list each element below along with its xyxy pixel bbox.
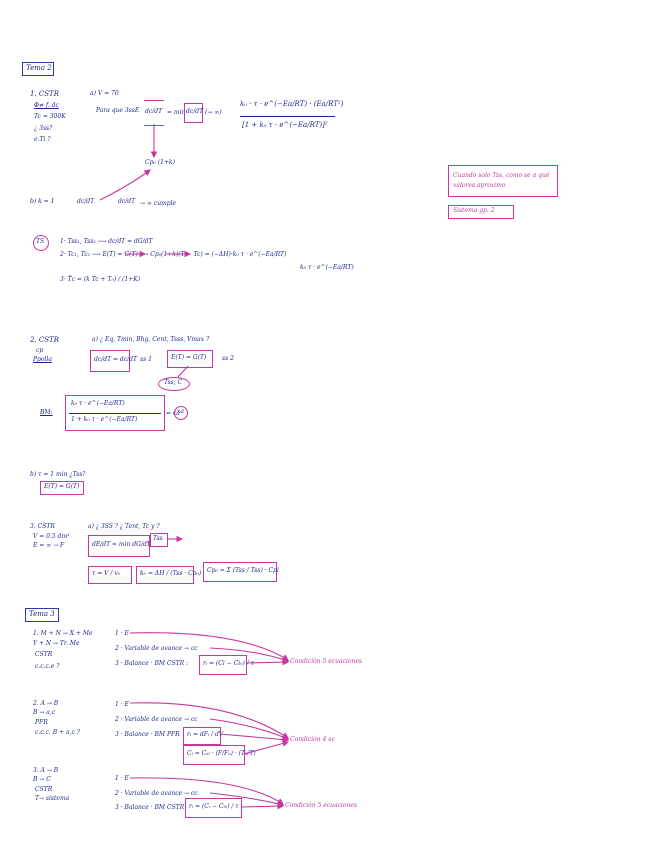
ts-line-2a: 2· Tc₁, Tc₂ ⟶ E(T) = G(T) ⟶ Cp₀(1+k)(T − Tc) = (−ΔH)·k₀ τ · e^(−Ea/RT) [60, 251, 287, 258]
p2-sub-2: Ppolla [33, 356, 52, 363]
p1-b-eq: → ∞ cumple [140, 200, 177, 207]
p3-line-2: E = ∞ → F [33, 542, 65, 549]
note-1: Cuando solo Tss, como se a qué valores aproximo [453, 172, 550, 189]
p1-a-arrow: (→ ∞) [205, 109, 222, 116]
steps2-2: 2 · Variable de avance → cc [115, 716, 198, 723]
box-1-text: rᵢ = (Ci − Ci₀) / τ [203, 660, 255, 667]
p2-b: b) τ = 1 min ¿Tss? [30, 471, 86, 478]
p2-box-1-text: dc/dT = dc/dT [94, 356, 137, 363]
ts-line-2b: k₀ τ · e^(−Ea/RT) [300, 264, 354, 271]
p2-eq-2: ss 2 [222, 355, 234, 362]
arrow-1-3 [246, 662, 288, 663]
p1-a-text: Para que 3ssE [96, 107, 140, 114]
q3-line-1: 3. A → B [33, 767, 59, 774]
steps1-2: 2 · Variable de avance → cc [115, 645, 198, 652]
p1-expr-bot: [1 + k₀ τ · e^(−Ea/RT)]² [242, 121, 328, 129]
steps1-3: 3 · Balance · BM CSTR : [115, 660, 189, 667]
q3-line-3: CSTR [35, 786, 53, 793]
p1-line-4: e.Ti ? [34, 136, 51, 143]
p2-box-2-text: E(T) = G(T) [171, 354, 207, 361]
q2-line-2: B → a,c [33, 709, 56, 716]
p2-sub-1: cp [36, 347, 44, 354]
arrow-oval [178, 366, 188, 377]
arrow-3-2 [210, 793, 283, 805]
out-2: Condición 4 ec [290, 736, 336, 743]
p1-line-1: Φ≠ f. dc [34, 102, 59, 109]
p1-a-label: a) V = 70 [90, 90, 119, 97]
p3-box-4-text: Cp₀ = Σ (Tss / Tss) · Cpi [207, 567, 279, 574]
p1-b-frac1: dc/dT [77, 198, 95, 205]
p1-a-frac2: dc/dT [186, 108, 204, 115]
p1-a-frac: dc/dT [145, 108, 163, 115]
ts-line-1: 1· Tss₁, Tss₂ ⟶ dc/dT = dG/dT [60, 238, 153, 245]
steps1-1: 1 · E [115, 630, 129, 637]
p1-expr-top: k₀ · τ · e^(−Ea/RT) · (Ea/RT²) [240, 100, 344, 108]
q1-line-1: 1. M + N → X + Me [33, 630, 93, 637]
p3-line-1: V = 0.5 dm³ [33, 533, 70, 540]
p2-box-3-text: E(T) = G(T) [44, 483, 80, 490]
q3-line-2: B → C [33, 776, 51, 783]
box-2b-text: Cᵢ = Cᵢ₀ · (F/Fₒ) · (T₀/T) [187, 750, 256, 757]
out-1: Condición 5 ecuaciones [290, 658, 362, 665]
steps3-2: 2 · Variable de avance → cc [115, 790, 198, 797]
q1-line-3: CSTR [35, 651, 53, 658]
arrow-3-3 [241, 806, 283, 807]
p2-frac-bot: 1 + k₀ τ · e^(−Ea/RT) [71, 416, 138, 423]
p3-a: a) ¿ 3SS ? ¿ Tent, Tc y ? [88, 523, 160, 530]
p3-box-1b-text: Tss [153, 535, 163, 542]
ts-label: TS [36, 238, 45, 245]
p2-frac-top: k₀ τ · e^(−Ea/RT) [71, 400, 125, 407]
q2-line-1: 2. A → B [33, 700, 59, 707]
p2-oval-text: Tss, C [164, 379, 183, 386]
steps2-3: 3 · Balance · BM PFR [115, 731, 180, 738]
q2-line-4: c.c.c. B + a,c ? [35, 729, 80, 736]
box-2a-text: rᵢ = dFᵢ / dV [187, 731, 224, 738]
arrow-2-1 [130, 703, 288, 738]
p2-eq-1: ss 1 [140, 356, 152, 363]
q2-line-3: PFR [35, 719, 48, 726]
p2-eq-3: = ca [166, 410, 180, 417]
q1-line-4: c.c.c.e ? [35, 663, 60, 670]
p2-bm: BM: [40, 409, 53, 416]
p2-label: 2. CSTR [30, 336, 59, 344]
arrow-b [100, 170, 150, 200]
arrow-2-2 [210, 719, 288, 739]
out-3: Condición 5 ecuaciones [285, 802, 357, 809]
p3-box-1-text: dE/dT = min dG/dT [92, 541, 151, 548]
p1-line-3: ¿ 3ss? [34, 125, 53, 132]
arrow-1-2 [210, 648, 288, 661]
p1-cp: Cp₀ (1+k) [145, 159, 175, 166]
q3-line-4: T→ sistema [35, 795, 70, 802]
p3-label: 3. CSTR [30, 523, 55, 530]
p1-a-eq: = min [167, 109, 186, 116]
steps2-1: 1 · E [115, 701, 129, 708]
arrow-p3 [148, 540, 150, 543]
note-2: Sistema gp. 2 [453, 207, 495, 214]
box-3-text: rᵢ = (Cᵢ − Cᵢ₀) / τ [189, 803, 239, 810]
tema3-title: Tema 3 [29, 610, 55, 618]
arrow-2-4 [244, 742, 288, 754]
p1-b-label: b) k = 1 [30, 198, 55, 205]
q1-line-2: Y + N → Tr. Me [33, 640, 80, 647]
steps3-3: 3 · Balance · BM CSTR [115, 804, 185, 811]
p1-line-2: Tc = 300K [34, 113, 66, 120]
steps3-1: 1 · E [115, 775, 129, 782]
ts-line-3: 3· T̄c = (k Tc + T₀) / (1+K) [60, 276, 141, 283]
p3-box-3-text: k₀ = ΔH / (Tss · Cp₀) [140, 570, 202, 577]
p2-circle-text: xa [177, 408, 184, 415]
arrow-1-1 [130, 633, 288, 660]
p2-a: a) ¿ Eq, Tmin, Bhg, Cent, Tsss, Vmax ? [92, 336, 210, 343]
p1-label: 1. CSTR [30, 90, 59, 98]
p3-box-2-text: τ = V / v₀ [92, 570, 121, 577]
p1-b-frac2: dc/dT [118, 198, 136, 205]
tema2-title: Tema 2 [26, 64, 52, 72]
